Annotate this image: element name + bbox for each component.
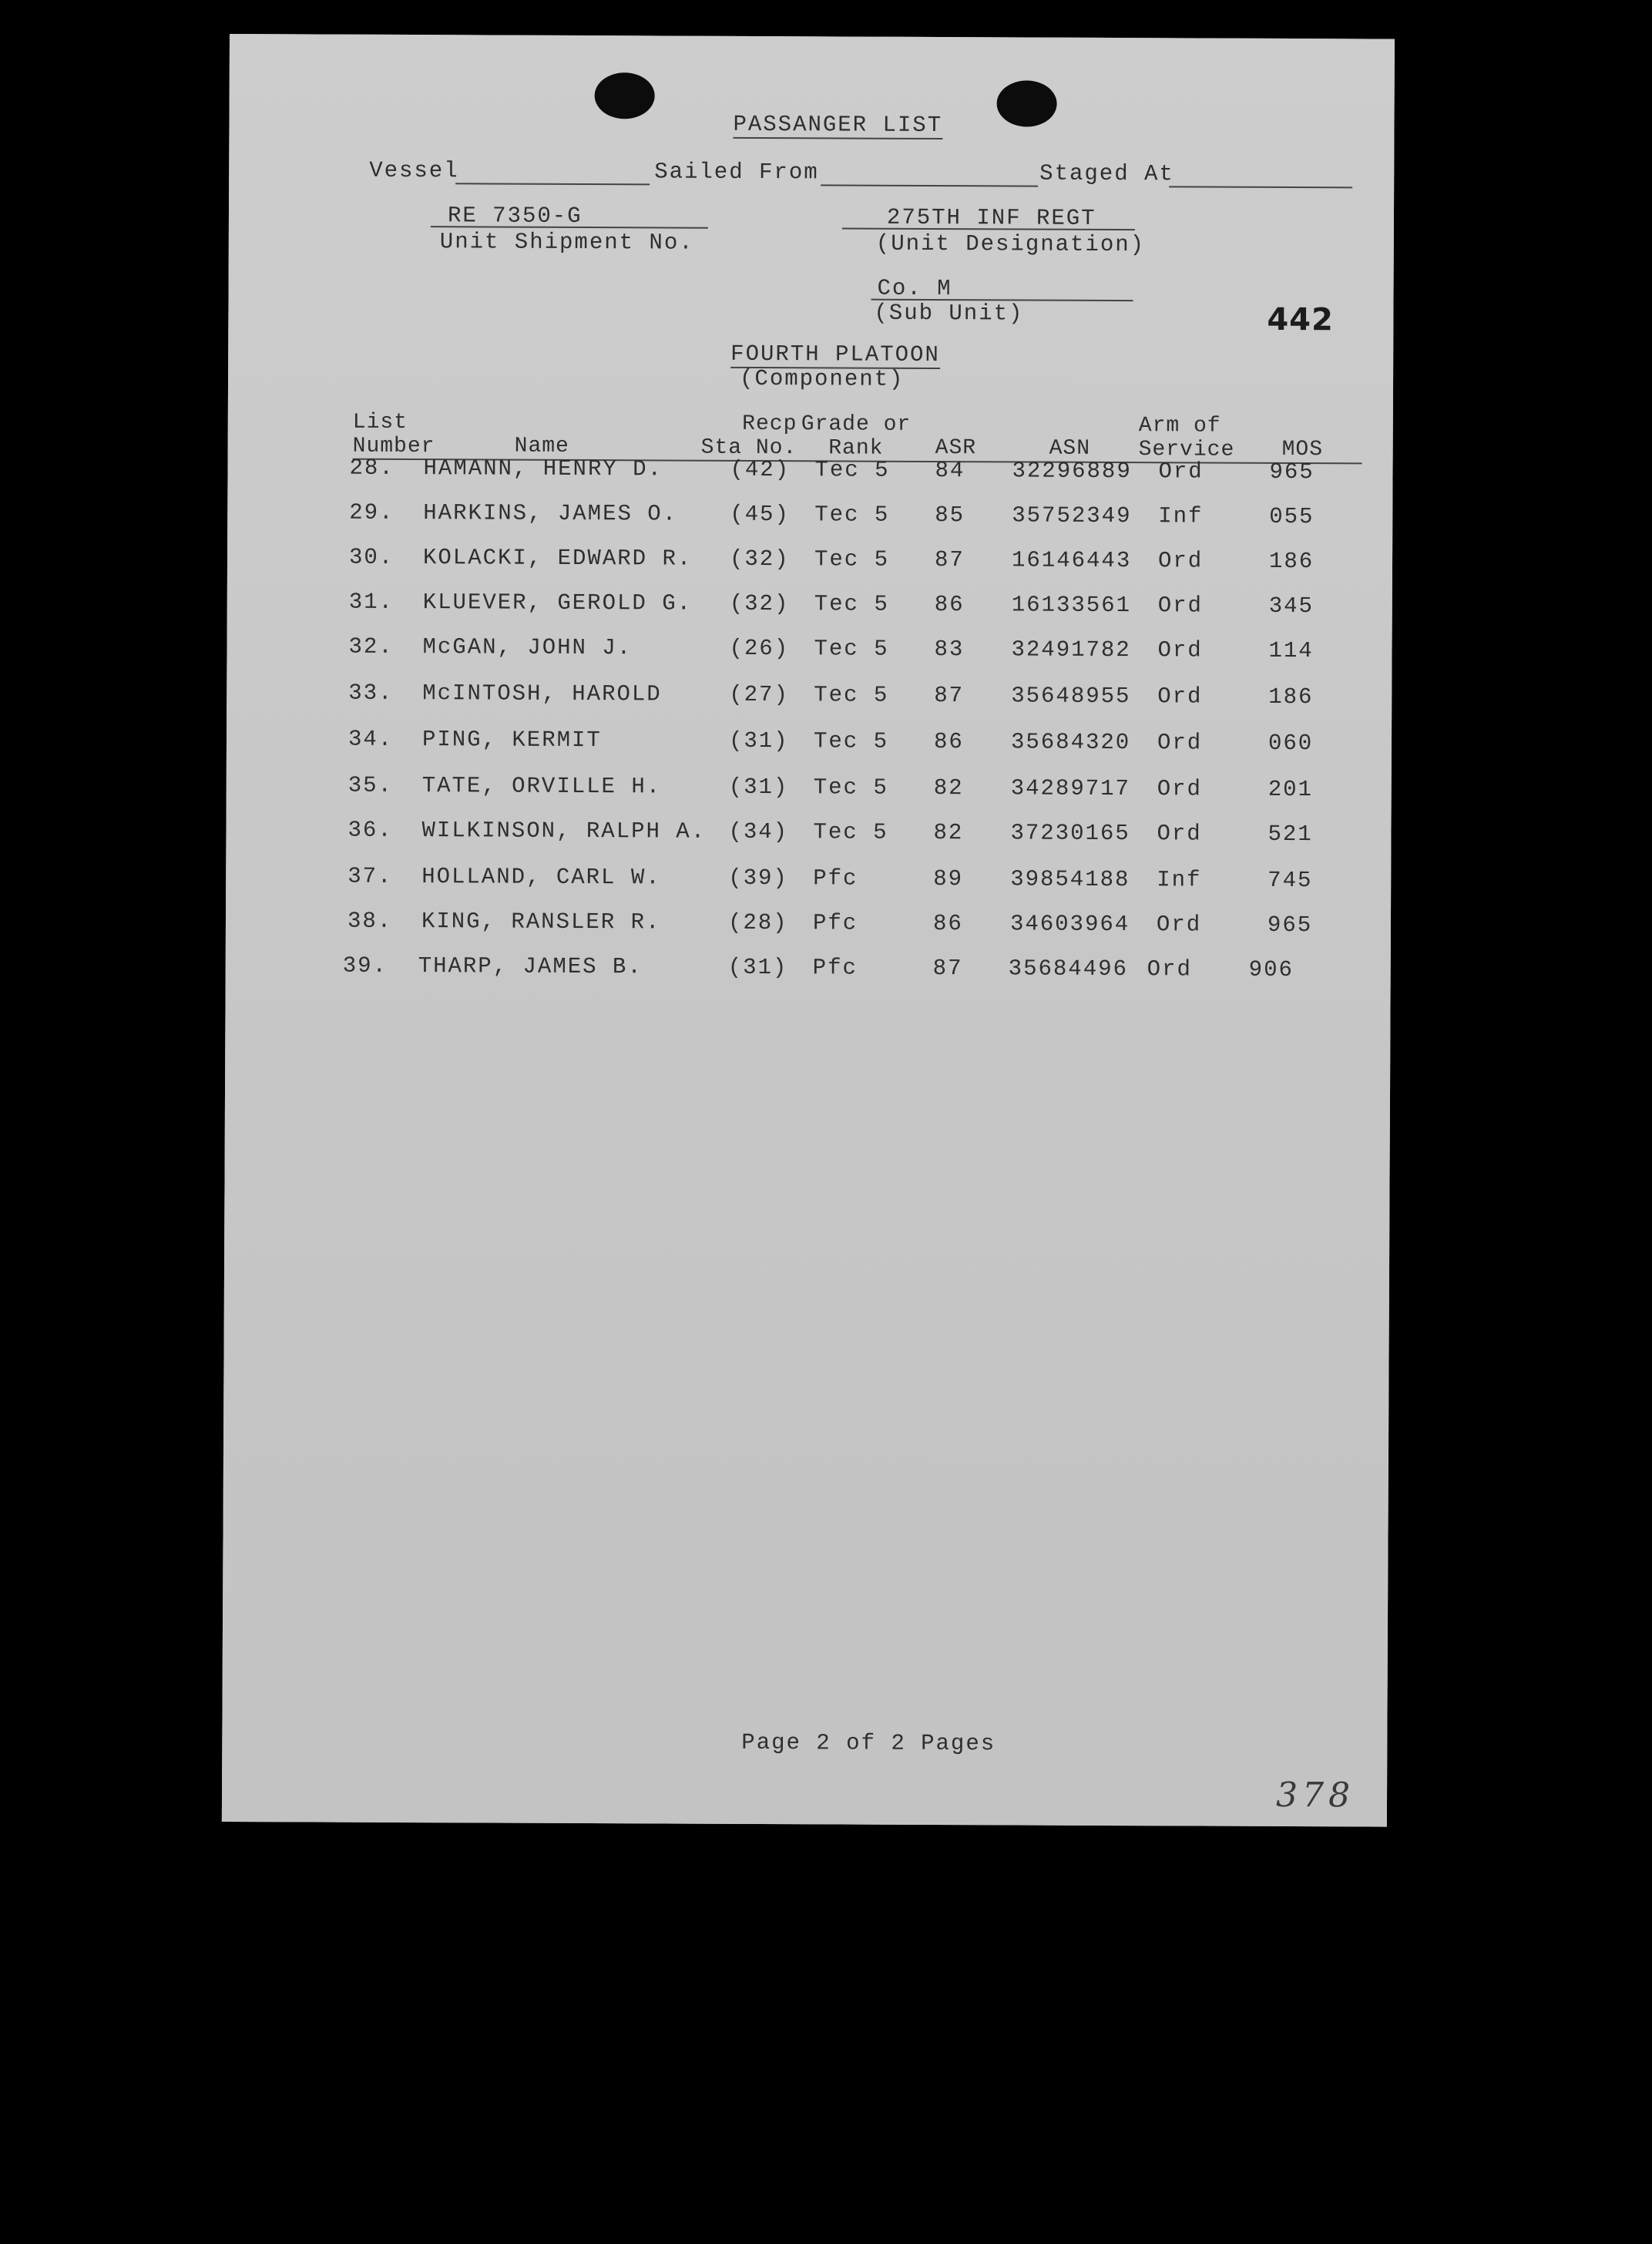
asn-value: 35684320 xyxy=(1010,729,1131,756)
asn-value: 34603964 xyxy=(1009,911,1130,938)
mos-value: 521 xyxy=(1268,821,1313,848)
unit-shipment-caption: Unit Shipment No. xyxy=(439,229,694,256)
arm-of-service: Inf xyxy=(1157,867,1202,893)
asr-value: 87 xyxy=(932,955,963,982)
arm-of-service: Ord xyxy=(1158,459,1204,485)
table-row xyxy=(227,772,1392,808)
grade-rank: Tec 5 xyxy=(814,591,889,617)
asr-value: 87 xyxy=(934,682,965,709)
recp-sta-no: (31) xyxy=(728,774,789,801)
asr-value: 82 xyxy=(933,819,964,846)
table-row xyxy=(226,952,1391,989)
sailed-from-label: Sailed From xyxy=(654,159,819,186)
passenger-name: KING, RANSLER R. xyxy=(421,909,661,936)
list-number: 38. xyxy=(347,908,393,934)
grade-rank: Pfc xyxy=(812,910,858,936)
recp-sta-no: (42) xyxy=(730,456,791,483)
recp-sta-no: (31) xyxy=(727,954,788,981)
passenger-name: HAMANN, HENRY D. xyxy=(423,455,663,482)
passenger-name: THARP, JAMES B. xyxy=(418,953,643,980)
list-number: 31. xyxy=(348,589,395,615)
recp-sta-no: (39) xyxy=(728,865,788,892)
passenger-name: KOLACKI, EDWARD R. xyxy=(422,545,693,572)
list-number: 39. xyxy=(342,952,388,979)
sailed-from-blank xyxy=(821,184,1038,186)
staged-at-blank xyxy=(1169,186,1352,188)
grade-rank: Tec 5 xyxy=(814,636,889,662)
asr-value: 86 xyxy=(932,910,963,937)
list-number: 34. xyxy=(348,726,394,752)
grade-rank: Tec 5 xyxy=(813,774,888,801)
list-number: 35. xyxy=(348,772,394,798)
passenger-name: McINTOSH, HAROLD xyxy=(422,680,662,707)
asr-value: 85 xyxy=(935,502,965,529)
punch-hole-right xyxy=(996,80,1056,126)
asn-value: 16146443 xyxy=(1011,547,1132,574)
asr-value: 83 xyxy=(934,636,965,663)
staged-at-label: Staged At xyxy=(1039,160,1174,187)
asn-value: 32296889 xyxy=(1012,458,1132,485)
arm-of-service: Ord xyxy=(1157,637,1203,663)
table-row xyxy=(226,863,1391,899)
arm-of-service: Ord xyxy=(1157,548,1204,574)
passenger-name: TATE, ORVILLE H. xyxy=(421,773,662,800)
page-indicator: Page 2 of 2 Pages xyxy=(741,1729,996,1757)
asn-value: 35752349 xyxy=(1012,502,1132,529)
mos-value: 060 xyxy=(1268,730,1314,757)
asr-value: 87 xyxy=(934,546,965,573)
arm-of-service: Ord xyxy=(1157,821,1202,847)
document-title: PASSANGER LIST xyxy=(733,111,943,139)
unit-shipment-value: RE 7350-G xyxy=(447,203,583,229)
recp-sta-no: (32) xyxy=(729,590,790,617)
asn-value: 35684496 xyxy=(1008,956,1129,983)
mos-value: 965 xyxy=(1269,459,1315,485)
sub-unit-caption: (Sub Unit) xyxy=(874,300,1024,327)
unit-designation-caption: (Unit Designation) xyxy=(875,230,1146,258)
passenger-name: KLUEVER, GEROLD G. xyxy=(422,590,693,616)
handwritten-page-number: 378 xyxy=(1275,1775,1355,1816)
mos-value: 965 xyxy=(1267,912,1313,939)
recp-sta-no: (31) xyxy=(728,727,789,754)
table-row xyxy=(227,455,1392,491)
arm-of-service: Ord xyxy=(1147,956,1193,983)
table-row xyxy=(227,544,1392,580)
asr-value: 89 xyxy=(933,865,964,892)
table-row xyxy=(227,726,1392,762)
recp-sta-no: (34) xyxy=(728,818,789,845)
recp-sta-no: (26) xyxy=(729,635,790,662)
header-arm-of-service: Arm of Service xyxy=(1138,414,1235,462)
mos-value: 906 xyxy=(1248,956,1294,983)
vessel-blank xyxy=(455,183,650,185)
recp-sta-no: (45) xyxy=(730,501,790,528)
mos-value: 745 xyxy=(1268,867,1313,894)
arm-of-service: Ord xyxy=(1157,730,1203,756)
punch-hole-left xyxy=(595,72,655,119)
recp-sta-no: (28) xyxy=(727,909,788,936)
grade-rank: Tec 5 xyxy=(813,728,889,754)
asr-value: 86 xyxy=(934,591,965,618)
list-number: 32. xyxy=(348,633,394,660)
passenger-name: WILKINSON, RALPH A. xyxy=(421,818,707,845)
grade-rank: Tec 5 xyxy=(813,819,888,845)
arm-of-service: Inf xyxy=(1158,503,1204,529)
list-number: 37. xyxy=(348,863,393,889)
passenger-name: HARKINS, JAMES O. xyxy=(423,500,678,527)
header-list-number: List Number xyxy=(352,410,435,459)
passenger-name: PING, KERMIT xyxy=(421,727,602,754)
arm-of-service: Ord xyxy=(1157,684,1203,710)
stamp-number: 442 xyxy=(1267,301,1334,338)
list-number: 28. xyxy=(349,455,395,481)
passenger-name: HOLLAND, CARL W. xyxy=(421,864,661,891)
grade-rank: Pfc xyxy=(813,865,858,892)
asn-value: 16133561 xyxy=(1011,592,1132,619)
header-asn: ASN xyxy=(1049,436,1091,461)
arm-of-service: Ord xyxy=(1157,593,1204,619)
mos-value: 186 xyxy=(1268,684,1314,710)
grade-rank: Tec 5 xyxy=(814,546,890,573)
table-row xyxy=(227,499,1392,536)
recp-sta-no: (27) xyxy=(729,681,789,708)
asr-value: 86 xyxy=(933,728,964,755)
vessel-label: Vessel xyxy=(369,157,459,184)
header-mos: MOS xyxy=(1281,437,1324,462)
grade-rank: Tec 5 xyxy=(814,457,890,483)
table-row xyxy=(226,908,1391,944)
list-number: 29. xyxy=(349,499,395,526)
arm-of-service: Ord xyxy=(1156,912,1202,938)
mos-value: 345 xyxy=(1268,593,1315,620)
grade-rank: Tec 5 xyxy=(814,502,890,528)
recp-sta-no: (32) xyxy=(729,546,790,573)
asr-value: 84 xyxy=(935,458,965,484)
table-row xyxy=(227,633,1392,670)
asn-value: 39854188 xyxy=(1010,866,1130,893)
list-number: 30. xyxy=(348,544,395,570)
mos-value: 186 xyxy=(1268,548,1315,575)
unit-designation-value: 275TH INF REGT xyxy=(886,204,1096,231)
mos-value: 055 xyxy=(1269,503,1315,530)
sub-unit-value: Co. M xyxy=(877,275,952,302)
mos-value: 201 xyxy=(1268,776,1314,803)
header-asr: ASR xyxy=(935,436,977,461)
component-value: FOURTH PLATOON xyxy=(730,341,940,368)
table-row xyxy=(227,589,1392,625)
list-number: 33. xyxy=(348,680,394,706)
asn-value: 32491782 xyxy=(1011,637,1131,663)
table-row xyxy=(227,680,1392,716)
grade-rank: Pfc xyxy=(812,955,858,981)
passenger-name: McGAN, JOHN J. xyxy=(422,634,633,661)
document-page xyxy=(222,34,1395,1827)
header-name: Name xyxy=(514,434,569,459)
asn-value: 34289717 xyxy=(1010,775,1131,802)
asn-value: 37230165 xyxy=(1010,820,1130,847)
header-recp-sta: Recp Sta No. xyxy=(700,412,797,461)
table-row xyxy=(226,817,1391,853)
component-caption: (Component) xyxy=(739,365,905,392)
asn-value: 35648955 xyxy=(1011,683,1131,710)
asr-value: 82 xyxy=(933,774,964,801)
list-number: 36. xyxy=(348,817,393,843)
arm-of-service: Ord xyxy=(1157,776,1203,802)
mos-value: 114 xyxy=(1268,637,1314,664)
header-grade-rank: Grade or Rank xyxy=(801,412,912,461)
grade-rank: Tec 5 xyxy=(814,682,889,708)
